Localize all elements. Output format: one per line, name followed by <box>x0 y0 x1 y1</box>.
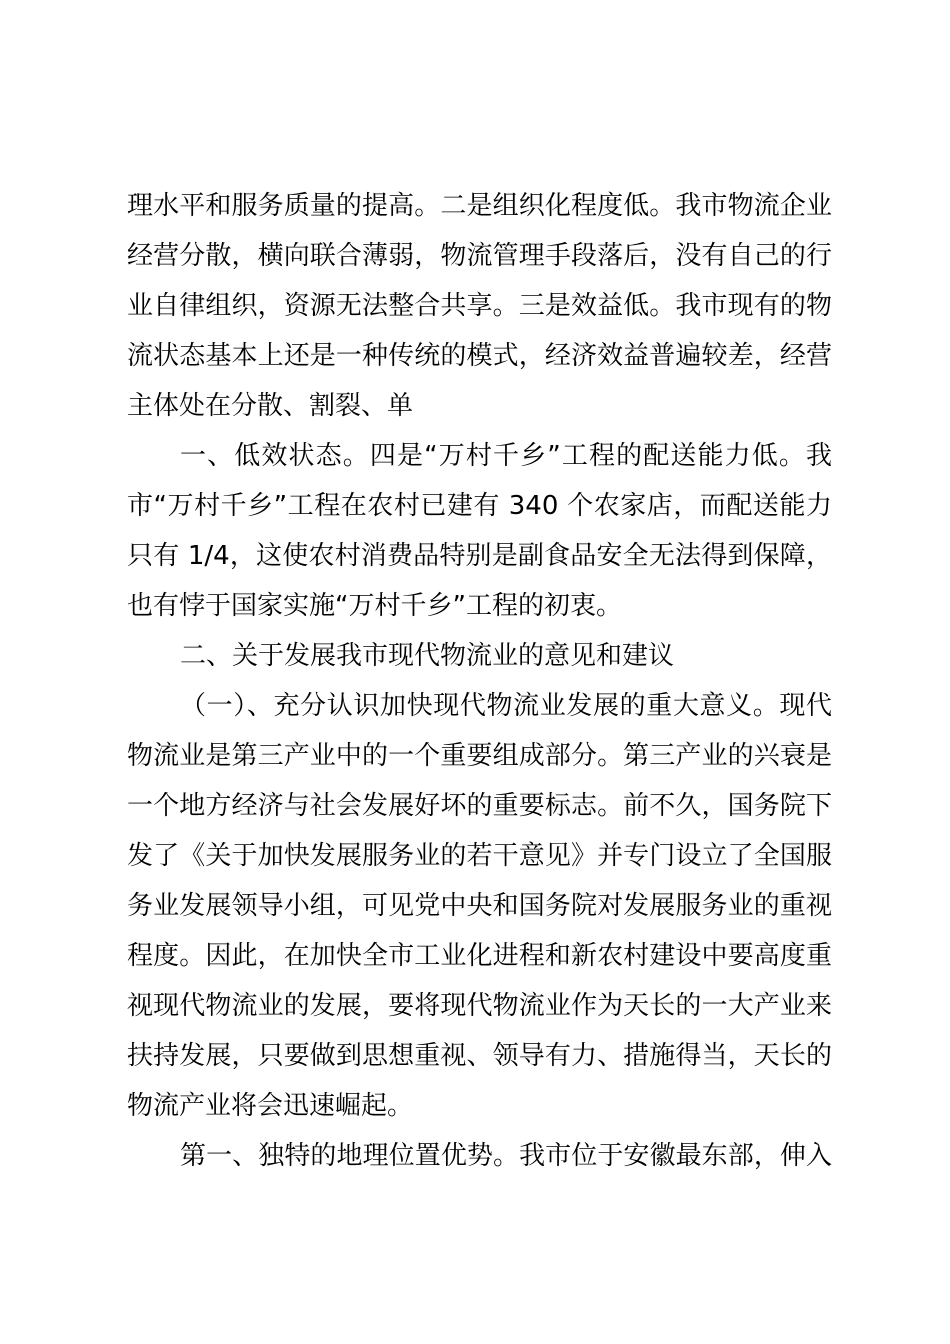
paragraph-1-line-4: 流状态基本上还是一种传统的模式，经济效益普遍较差，经营 <box>127 341 832 371</box>
paragraph-2-line-3: 只有 1/4，这使农村消费品特别是副食品安全无法得到保障， <box>127 541 832 571</box>
paragraph-4-line-8: 扶持发展，只要做到思想重视、领导有力、措施得当，天长的 <box>127 1041 832 1071</box>
paragraph-4-line-9: 物流产业将会迅速崛起。 <box>127 1091 414 1121</box>
paragraph-4-line-6: 程度。因此，在加快全市工业化进程和新农村建设中要高度重 <box>127 941 832 971</box>
paragraph-1-line-1: 理水平和服务质量的提高。二是组织化程度低。我市物流企业 <box>127 191 832 221</box>
paragraph-4-line-7: 视现代物流业的发展，要将现代物流业作为天长的一大产业来 <box>127 991 832 1021</box>
paragraph-1-line-5: 主体处在分散、割裂、单 <box>127 391 414 421</box>
paragraph-4-line-3: 一个地方经济与社会发展好坏的重要标志。前不久，国务院下 <box>127 791 832 821</box>
paragraph-2-line-4: 也有悖于国家实施“万村千乡”工程的初衷。 <box>127 591 622 621</box>
paragraph-4-line-5: 务业发展领导小组，可见党中央和国务院对发展服务业的重视 <box>127 891 832 921</box>
section-heading: 二、关于发展我市现代物流业的意见和建议 <box>180 641 675 671</box>
paragraph-2-line-2: 市“万村千乡”工程在农村已建有 340 个农家店，而配送能力 <box>127 491 832 521</box>
paragraph-1-line-2: 经营分散，横向联合薄弱，物流管理手段落后，没有自己的行 <box>127 241 832 271</box>
paragraph-5-line-1: 第一、独特的地理位置优势。我市位于安徽最东部，伸入 <box>180 1141 832 1171</box>
paragraph-1-line-3: 业自律组织，资源无法整合共享。三是效益低。我市现有的物 <box>127 291 832 321</box>
paragraph-4-line-1: （一）、充分认识加快现代物流业发展的重大意义。现代 <box>180 691 832 721</box>
paragraph-4-line-4: 发了《关于加快发展服务业的若干意见》并专门设立了全国服 <box>127 841 832 871</box>
paragraph-2-line-1: 一、低效状态。四是“万村千乡”工程的配送能力低。我 <box>180 441 832 471</box>
paragraph-4-line-2: 物流业是第三产业中的一个重要组成部分。第三产业的兴衰是 <box>127 741 832 771</box>
